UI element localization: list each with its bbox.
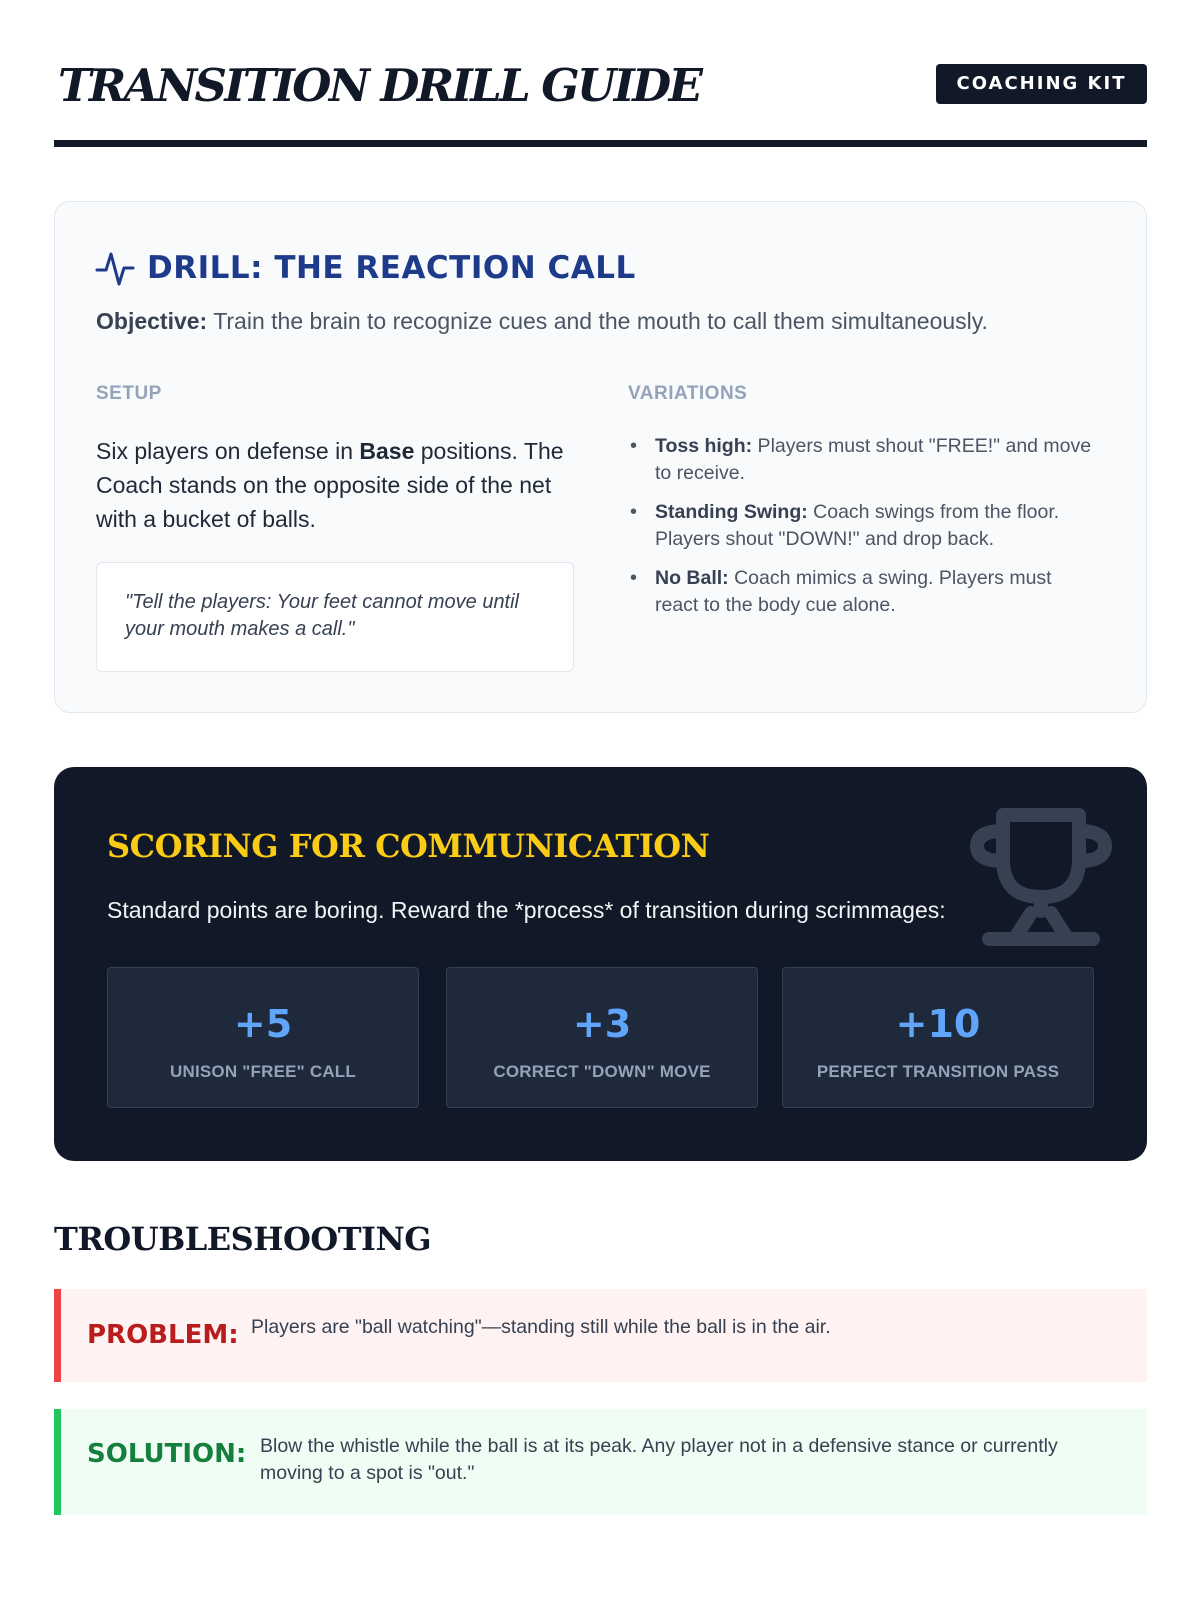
score-points: +5 bbox=[233, 1002, 293, 1046]
variation-text: Coach mimics a swing. Players must react to the body cue alone. bbox=[655, 567, 1052, 616]
variation-item bbox=[628, 499, 1098, 553]
drill-heading bbox=[95, 246, 636, 290]
scoring-card bbox=[54, 767, 1147, 1161]
setup-text-bold: Base bbox=[359, 438, 415, 464]
variation-item bbox=[628, 433, 1098, 487]
setup-text-end: positions. The Coach stands on the opposite side of the net with a bucket of balls. bbox=[96, 438, 564, 532]
troubleshooting-heading: TROUBLESHOOTING bbox=[54, 1220, 432, 1258]
coaching-kit-badge: COACHING KIT bbox=[936, 64, 1147, 104]
score-label: PERFECT TRANSITION PASS bbox=[816, 1062, 1060, 1081]
scoring-description: Standard points are boring. Reward the *process* of transition during scrimmages: bbox=[107, 897, 946, 923]
header-divider bbox=[54, 140, 1147, 147]
score-tile bbox=[107, 967, 419, 1108]
trophy-icon bbox=[967, 801, 1115, 949]
setup-text-start: Six players on defense in bbox=[96, 438, 360, 464]
variation-text: Players must shout "FREE!" and move to receive. bbox=[655, 435, 1092, 484]
setup-text bbox=[96, 434, 566, 536]
variations-list bbox=[628, 433, 1098, 631]
solution-label: SOLUTION: bbox=[87, 1439, 247, 1469]
score-tile bbox=[782, 967, 1094, 1108]
drill-title: DRILL: THE REACTION CALL bbox=[147, 250, 636, 286]
score-tile bbox=[446, 967, 758, 1108]
coach-quote: "Tell the players: Your feet cannot move until your mouth makes a call." bbox=[96, 562, 574, 672]
objective-text bbox=[96, 308, 988, 335]
variation-name: Standing Swing: bbox=[655, 501, 808, 523]
variation-name: Toss high: bbox=[655, 435, 753, 457]
variations-label: VARIATIONS bbox=[628, 383, 748, 404]
score-label: CORRECT "DOWN" MOVE bbox=[493, 1062, 711, 1081]
score-points: +3 bbox=[572, 1002, 632, 1046]
solution-callout bbox=[54, 1409, 1147, 1515]
variation-item bbox=[628, 565, 1098, 619]
score-label: UNISON "FREE" CALL bbox=[170, 1062, 356, 1081]
setup-label: SETUP bbox=[96, 383, 162, 404]
drill-card bbox=[54, 201, 1147, 713]
scoring-title: SCORING FOR COMMUNICATION bbox=[107, 827, 710, 865]
problem-text: Players are "ball watching"—standing still while the ball is in the air. bbox=[251, 1316, 831, 1338]
score-tiles bbox=[107, 967, 1094, 1108]
page-header bbox=[54, 58, 1147, 148]
objective-label: Objective: bbox=[96, 308, 208, 334]
problem-label: PROBLEM: bbox=[87, 1320, 239, 1350]
objective-body: Train the brain to recognize cues and the mouth to call them simultaneously. bbox=[207, 308, 988, 334]
variation-name: No Ball: bbox=[655, 567, 729, 589]
problem-callout bbox=[54, 1289, 1147, 1382]
solution-text: Blow the whistle while the ball is at its peak. Any player not in a defensive stance or currently moving to a spot is "out." bbox=[260, 1435, 1058, 1484]
score-points: +10 bbox=[895, 1002, 981, 1046]
pulse-icon bbox=[95, 246, 135, 290]
page-title: TRANSITION DRILL GUIDE bbox=[58, 59, 701, 112]
variation-text: Coach swings from the floor. Players shout "DOWN!" and drop back. bbox=[655, 501, 1060, 550]
